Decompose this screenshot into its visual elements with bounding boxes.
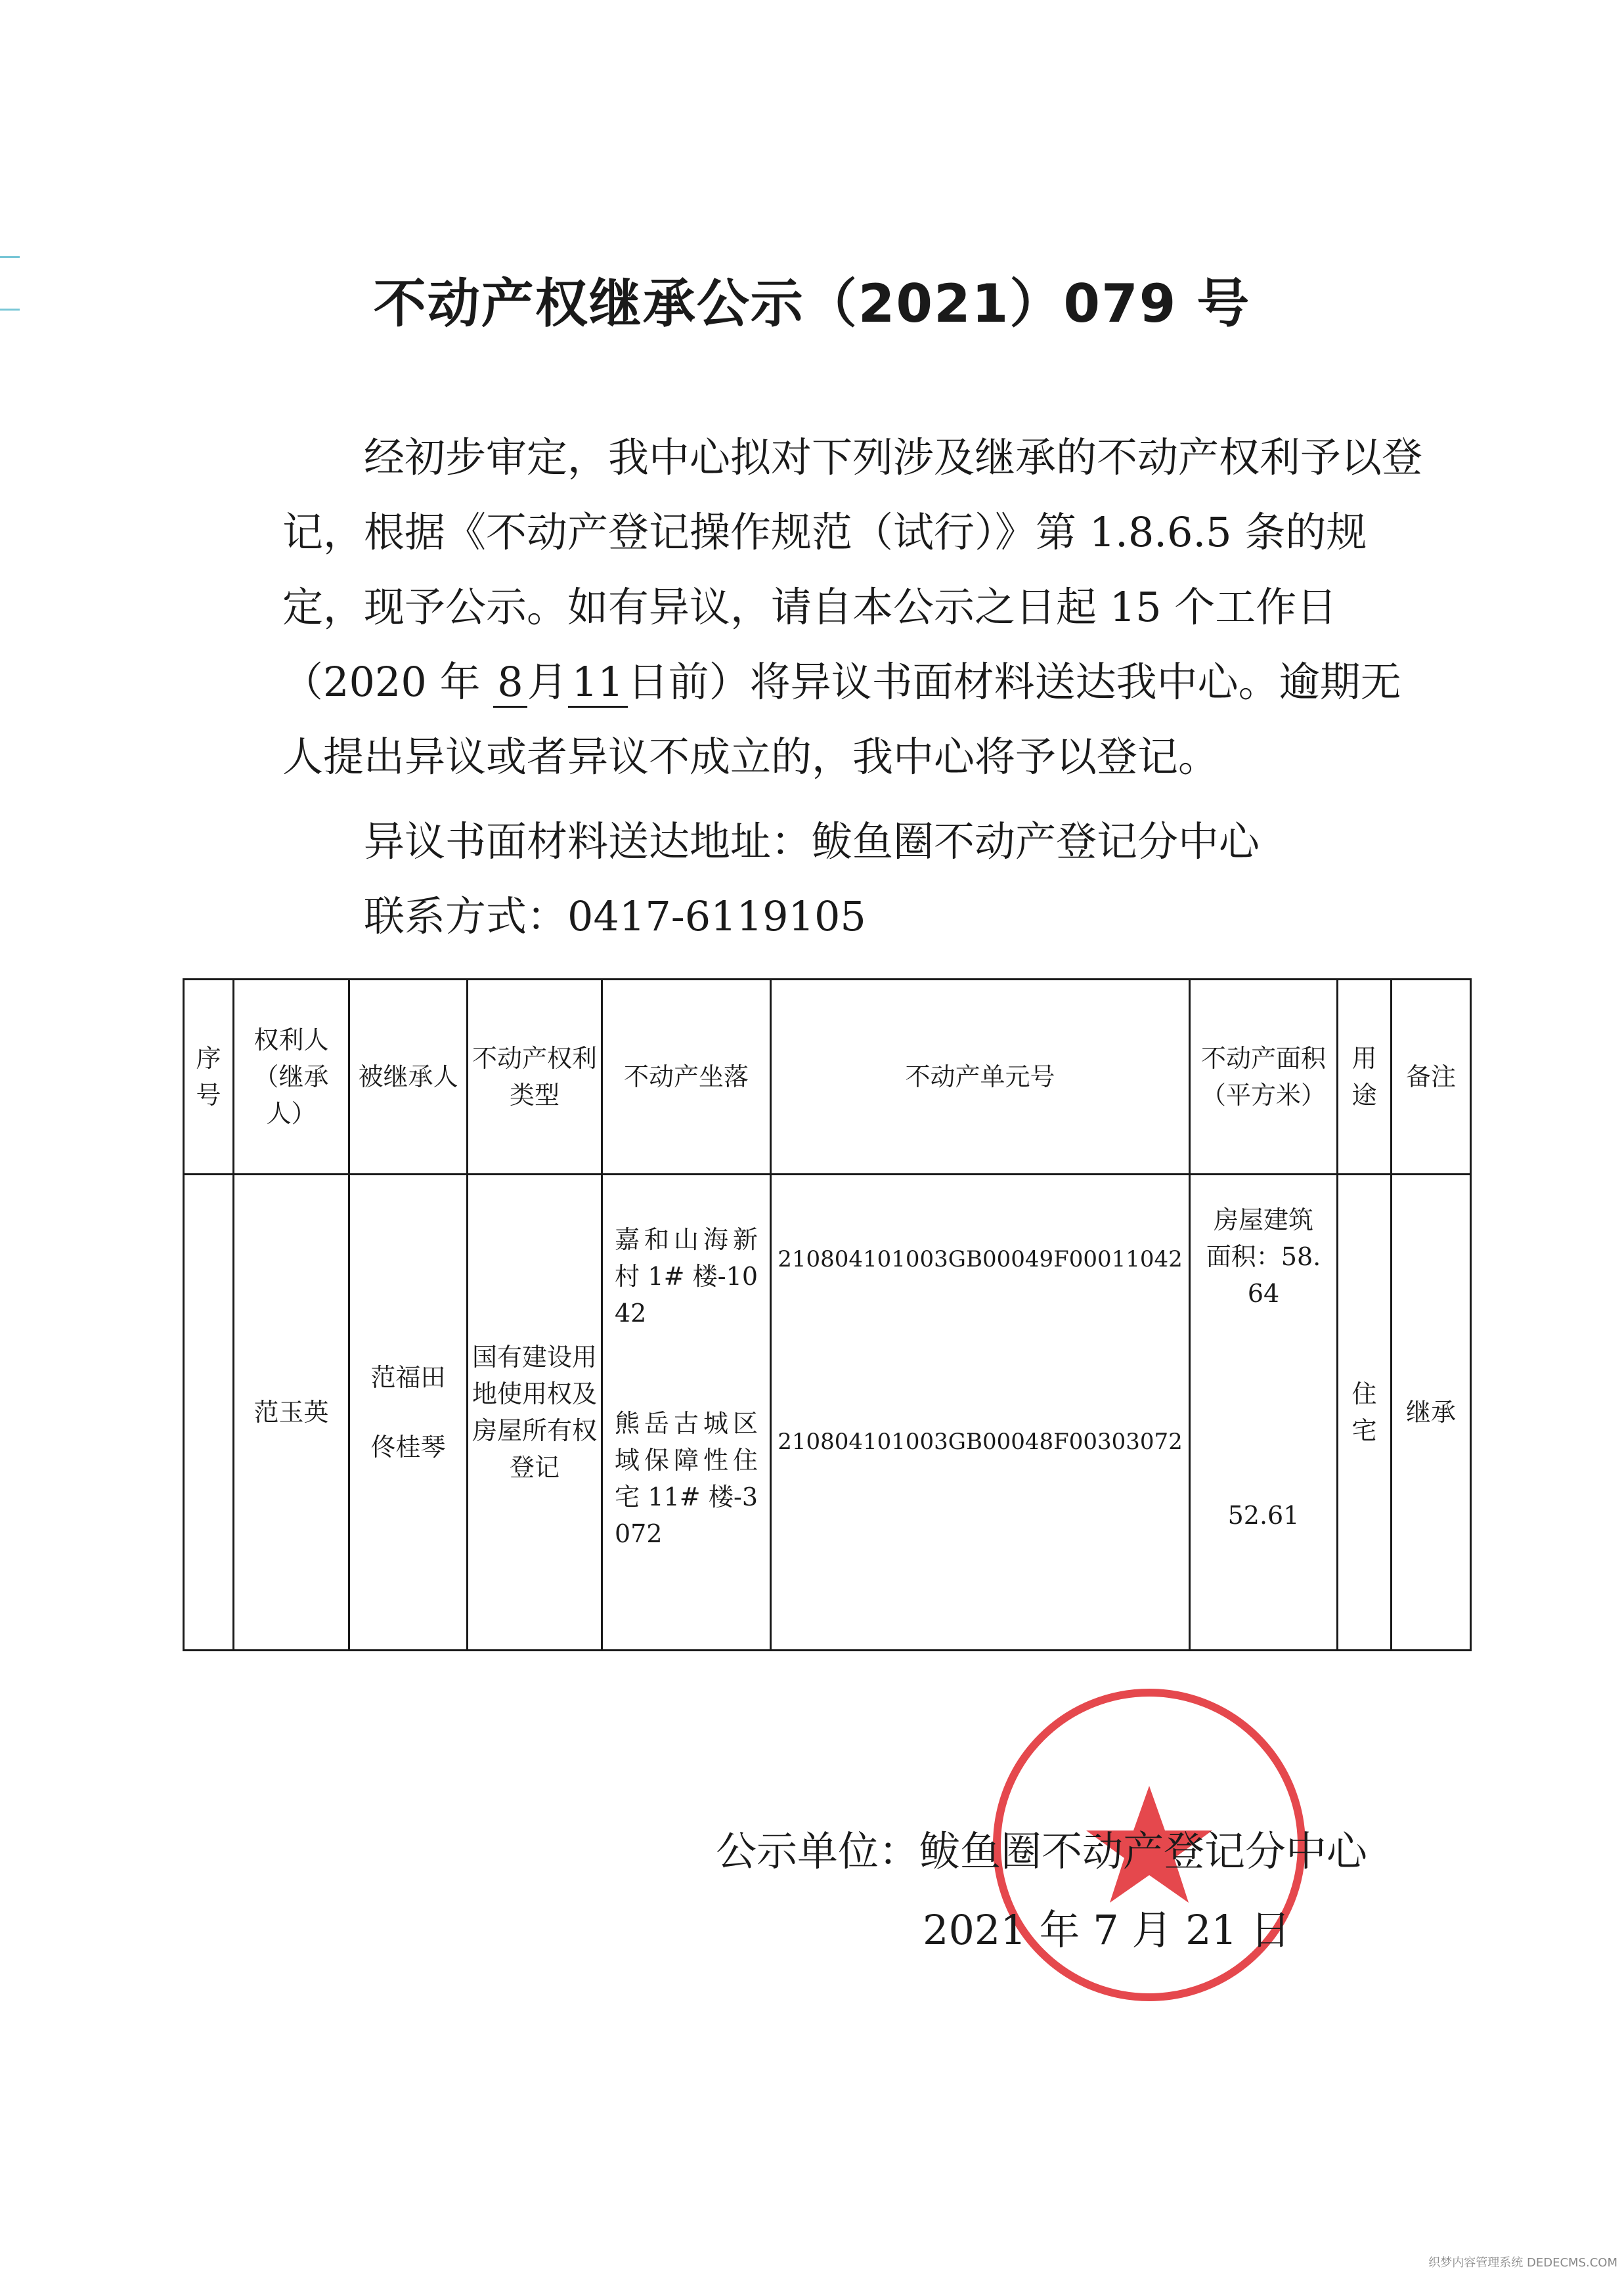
notice-text: 经初步审定，我中心拟对下列涉及继承的不动产权利予以登记，根据《不动产登记操作规范（试行）》第 1.8.6.5 条的规定，现予公示。如有异议，请自本公示之日起 15 个工作日（2020 年 (282, 433, 1423, 706)
notice-paragraph (282, 420, 1425, 794)
table-header-row (184, 980, 1471, 1175)
location-1: 嘉和山海新村 1# 楼-1042 (615, 1225, 758, 1328)
header-right-holder: 权利人（继承人） (234, 980, 349, 1175)
header-right-type: 不动产权利类型 (468, 980, 602, 1175)
scan-edge-mark (0, 256, 20, 258)
unit-number-1: 210804101003GB00049F00011042 (778, 1246, 1183, 1273)
cell-decedents (349, 1175, 468, 1651)
location-2: 熊岳古城区域保障性住宅 11# 楼-3072 (615, 1409, 758, 1549)
cell-right-holder: 范玉英 (234, 1175, 349, 1651)
header-unit-number: 不动产单元号 (771, 980, 1190, 1175)
footer-unit: 公示单位：鲅鱼圈不动产登记分中心 (716, 1827, 1368, 1875)
cell-remark: 继承 (1392, 1175, 1471, 1651)
page-title: 不动产权继承公示（2021）079 号 (373, 273, 1251, 334)
cell-index (184, 1175, 234, 1651)
decedent-name: 佟桂琴 (370, 1433, 446, 1462)
area-2: 52.61 (1227, 1501, 1300, 1530)
notice-text-end: 日前）将异议书面材料送达我中心。逾期无人提出异议或者异议不成立的，我中心将予以登记。 (282, 658, 1401, 781)
watermark: 织梦内容管理系统 DEDECMS.COM (1428, 2256, 1617, 2270)
header-location: 不动产坐落 (602, 980, 771, 1175)
header-area: 不动产面积（平方米） (1190, 980, 1338, 1175)
header-usage: 用途 (1338, 980, 1392, 1175)
month-label: 月 (527, 658, 568, 706)
cell-usage: 住宅 (1338, 1175, 1392, 1651)
header-decedent: 被继承人 (349, 980, 468, 1175)
cell-right-type: 国有建设用地使用权及房屋所有权登记 (468, 1175, 602, 1651)
table-row (184, 1175, 1471, 1651)
cell-unit-numbers (771, 1175, 1190, 1651)
contact-line: 联系方式：0417-6119105 (364, 892, 866, 940)
day-blank: 11 (568, 658, 628, 708)
address-line: 异议书面材料送达地址：鲅鱼圈不动产登记分中心 (364, 817, 1260, 865)
decedent-name: 范福田 (370, 1363, 446, 1393)
area-1: 房屋建筑面积：58.64 (1206, 1205, 1321, 1309)
month-blank: 8 (493, 658, 527, 708)
header-remark: 备注 (1392, 980, 1471, 1175)
unit-number-2: 210804101003GB00048F00303072 (778, 1429, 1183, 1456)
cell-areas (1190, 1175, 1338, 1651)
cell-locations (602, 1175, 771, 1651)
registration-table (183, 978, 1472, 1651)
footer-date: 2021 年 7 月 21 日 (923, 1906, 1291, 1954)
header-index: 序号 (184, 980, 234, 1175)
